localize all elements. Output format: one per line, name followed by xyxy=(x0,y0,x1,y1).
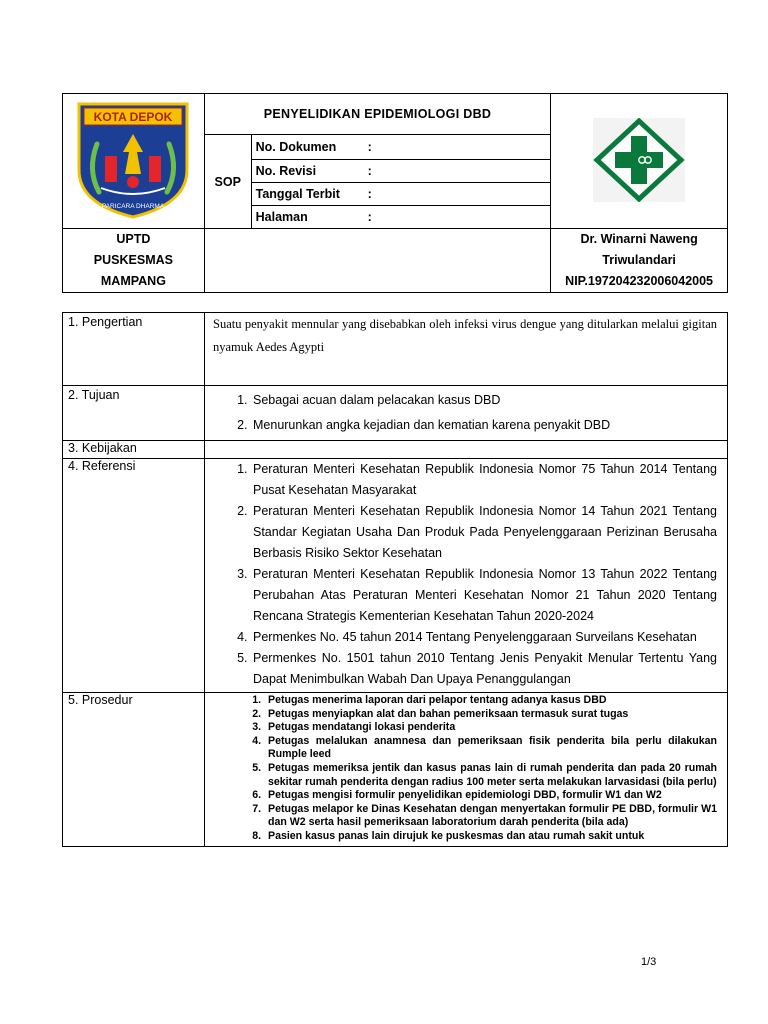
list-item: 2. Petugas menyiapkan alat dan bahan pemeriksaan termasuk surat tugas xyxy=(264,708,717,722)
prosedur-list xyxy=(213,694,717,844)
meta-value: : xyxy=(367,164,372,178)
meta-label: No. Revisi xyxy=(255,164,317,178)
puskesmas-green-cross-icon xyxy=(593,118,685,202)
sop-label: SOP xyxy=(204,135,251,229)
meta-value: : xyxy=(367,140,372,154)
list-item: 6. Petugas mengisi formulir penyelidikan epidemiologi DBD, formulir W1 dan W2 xyxy=(264,789,717,803)
meta-row-no-dokumen xyxy=(251,135,551,160)
meta-row-no-revisi xyxy=(251,160,551,183)
tujuan-content xyxy=(205,386,728,441)
kota-depok-logo-icon xyxy=(75,100,191,220)
meta-value: : xyxy=(367,210,372,224)
meta-row-tanggal-terbit xyxy=(251,183,551,206)
list-item: 1. Sebagai acuan dalam pelacakan kasus DBD xyxy=(251,388,717,413)
icon-cell xyxy=(551,94,728,229)
list-item: 2. Menurunkan angka kejadian dan kematian karena penyakit DBD xyxy=(251,413,717,438)
signer-name: Dr. Winarni Naweng xyxy=(580,232,698,246)
meta-label: Tanggal Terbit xyxy=(255,187,340,201)
list-item: 4. Petugas melalukan anamnesa dan pemeriksaan fisik penderita bila perlu dilakukan Rumple leed xyxy=(264,735,717,762)
logo-cell xyxy=(63,94,205,229)
logo-top-text: KOTA DEPOK xyxy=(94,109,173,124)
sop-content-table xyxy=(62,312,728,847)
meta-label: Halaman xyxy=(255,210,308,224)
referensi-content xyxy=(205,459,728,693)
org-line: UPTD xyxy=(116,232,151,246)
list-item: 8. Pasien kasus panas lain dirujuk ke puskesmas dan atau rumah sakit untuk xyxy=(264,830,717,844)
tujuan-list xyxy=(213,388,717,438)
kebijakan-content xyxy=(205,441,728,459)
org-line: PUSKESMAS xyxy=(93,253,173,267)
signer-name-cont: Triwulandari xyxy=(602,253,676,267)
document-title: PENYELIDIKAN EPIDEMIOLOGI DBD xyxy=(204,94,550,135)
list-item: 2. Peraturan Menteri Kesehatan Republik Indonesia Nomor 14 Tahun 2021 Tentang Standar Kegiatan Usaha Dan Produk Pada Penyelenggaraan Perizinan Berusaha Berbasis Risiko Sektor Kesehatan xyxy=(251,501,717,564)
logo-bottom-text: PARICARA DHARMA xyxy=(102,202,165,210)
pengertian-text: Suatu penyakit mennular yang disebabkan oleh infeksi virus dengue yang ditularkan melalui gigitan nyamuk Aedes Agypti xyxy=(205,313,728,386)
list-item: 3. Peraturan Menteri Kesehatan Republik Indonesia Nomor 13 Tahun 2022 Tentang Perubahan Atas Peraturan Menteri Kesehatan Nomor 21 Tahun 2020 Tentang Rencana Strategis Kementerian Kesehatan Tahun 2020-2024 xyxy=(251,564,717,627)
list-item: 5. Permenkes No. 1501 tahun 2010 Tentang Jenis Penyakit Menular Tertentu Yang Dapat Menimbulkan Wabah Dan Upaya Penanggulangan xyxy=(251,648,717,690)
list-item: 1. Petugas menerima laporan dari pelapor tentang adanya kasus DBD xyxy=(264,694,717,708)
list-item: 3. Petugas mendatangi lokasi penderita xyxy=(264,721,717,735)
header-table xyxy=(62,93,728,293)
org-line: MAMPANG xyxy=(100,274,166,288)
list-item: 7. Petugas melapor ke Dinas Kesehatan dengan menyertakan formulir PE DBD, formulir W1 dan W2 serta hasil pemeriksaan laboratorium darah penderita (bila ada) xyxy=(264,803,717,830)
section-label: 5. Prosedur xyxy=(63,693,205,847)
list-item: 5. Petugas memeriksa jentik dan kasus panas lain di rumah penderita dan pada 20 rumah sekitar rumah penderita dengan radius 100 meter serta melakukan larvasidasi (bila perlu) xyxy=(264,762,717,789)
list-item: 1. Peraturan Menteri Kesehatan Republik Indonesia Nomor 75 Tahun 2014 Tentang Pusat Kesehatan Masyarakat xyxy=(251,459,717,501)
section-label: 3. Kebijakan xyxy=(63,441,205,459)
organization-cell xyxy=(63,229,205,293)
empty-cell xyxy=(204,229,550,293)
meta-row-halaman xyxy=(251,206,551,229)
section-label: 2. Tujuan xyxy=(63,386,205,441)
prosedur-content xyxy=(205,693,728,847)
list-item: 4. Permenkes No. 45 tahun 2014 Tentang Penyelenggaraan Surveilans Kesehatan xyxy=(251,627,717,648)
referensi-list xyxy=(213,459,717,690)
section-label: 4. Referensi xyxy=(63,459,205,693)
meta-value: : xyxy=(367,187,372,201)
signer-nip: NIP.197204232006042005 xyxy=(565,274,714,288)
meta-label: No. Dokumen xyxy=(255,140,337,154)
section-label: 1. Pengertian xyxy=(63,313,205,386)
signer-cell xyxy=(551,229,728,293)
page-number: 1/3 xyxy=(641,956,657,968)
